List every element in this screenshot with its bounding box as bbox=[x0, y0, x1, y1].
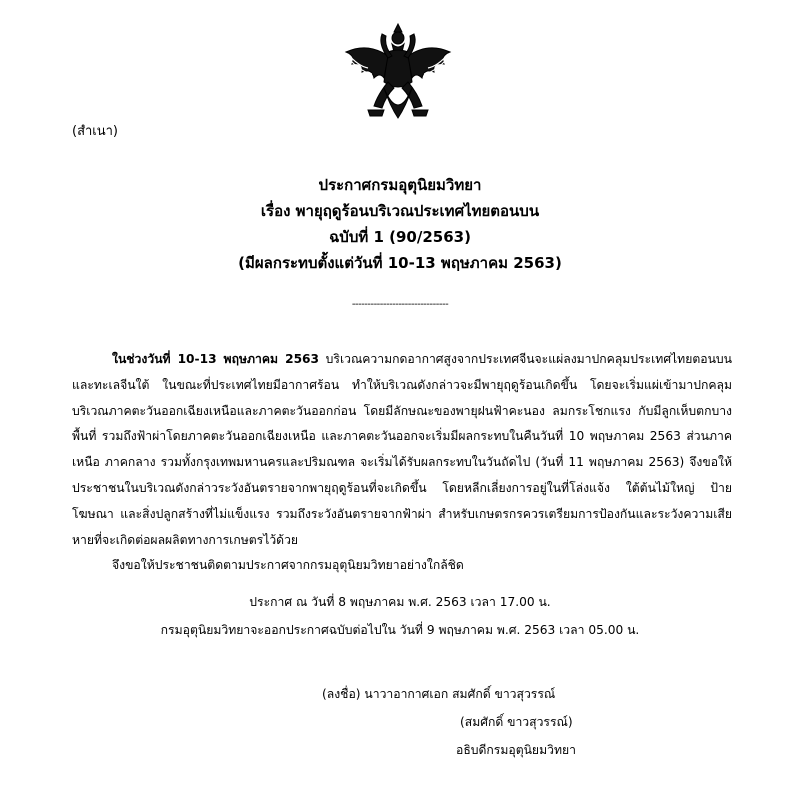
issued-date: ประกาศ ณ วันที่ 8 พฤษภาคม พ.ศ. 2563 เวลา 17.00 น. bbox=[249, 595, 551, 609]
signer-name: (สมศักดิ์ ขาวสุวรรณ์) bbox=[460, 715, 573, 729]
signer-position: อธิบดีกรมอุตุนิยมวิทยา bbox=[456, 743, 576, 757]
body-text: บริเวณความกดอากาศสูงจากประเทศจีนจะแผ่ลงมาปกคลุมประเทศไทยตอนบนและทะเลจีนใต้ ในขณะที่ประเทศไทยมีอากาศร้อน ทำให้บริเวณดังกล่าวจะมีพายุฤดูร้อนเกิดขึ้น โดยจะเริ่มแผ่เข้ามาปกคลุมบริเวณภาคตะวันออกเฉียงเหนือและภาคตะวันออกก่อน โดยมีลักษณะของพายุฝนฟ้าคะนอง ลมกระโชกแรง กับมีลูกเห็บตกบางพื้นที่ รวมถึงฟ้าผ่าโดยภาคตะวันออกเฉียงเหนือ และภาคตะวันออกจะเริ่มมีผลกระทบในคืนวันที่ 10 พฤษภาคม 2563 ส่วนภาคเหนือ ภาคกลาง รวมทั้งกรุงเทพมหานครและปริมณฑล จะเริ่มได้รับผลกระทบในวันถัดไป (วันที่ 11 พฤษภาคม 2563) จึงขอให้ประชาชนในบริเวณดังกล่าวระวังอันตรายจากพายุฤดูร้อนที่จะเกิดขึ้น โดยหลีกเลี่ยงการอยู่ในที่โล่งแจ้ง ใต้ต้นไม้ใหญ่ ป้ายโฆษณา และสิ่งปลูกสร้างที่ไม่แข็งแรง รวมถึงระวังอันตรายจากฟ้าผ่า สำหรับเกษตรกรควรเตรียมการป้องกันและระวังความเสียหายที่จะเกิดต่อผลผลิตทางการเกษตรไว้ด้วย bbox=[72, 352, 732, 547]
body-paragraph bbox=[72, 347, 732, 553]
page-title: ประกาศกรมอุตุนิยมวิทยา bbox=[318, 176, 482, 194]
divider-line: ------------------------------- bbox=[351, 299, 449, 310]
closing-sentence: จึงขอให้ประชาชนติดตามประกาศจากกรมอุตุนิยมวิทยาอย่างใกล้ชิด bbox=[112, 558, 464, 573]
announcement-dates bbox=[0, 588, 800, 644]
issue-number: ฉบับที่ 1 (90/2563) bbox=[329, 228, 471, 246]
announcement-header bbox=[0, 172, 800, 276]
next-issue-date: กรมอุตุนิยมวิทยาจะออกประกาศฉบับต่อไปใน วันที่ 9 พฤษภาคม พ.ศ. 2563 เวลา 05.00 น. bbox=[160, 623, 640, 637]
signature-block bbox=[322, 680, 576, 764]
garuda-emblem bbox=[338, 22, 458, 128]
effective-dates: (มีผลกระทบตั้งแต่วันที่ 10-13 พฤษภาคม 2563) bbox=[238, 254, 562, 272]
copy-label: (สำเนา) bbox=[72, 124, 119, 139]
subject-line: เรื่อง พายุฤดูร้อนบริเวณประเทศไทยตอนบน bbox=[260, 202, 540, 220]
body-lead: ในช่วงวันที่ 10-13 พฤษภาคม 2563 bbox=[112, 352, 320, 366]
signed-by: (ลงชื่อ) นาวาอากาศเอก สมศักดิ์ ขาวสุวรรณ์ bbox=[322, 687, 556, 701]
announcement-body bbox=[72, 347, 732, 579]
